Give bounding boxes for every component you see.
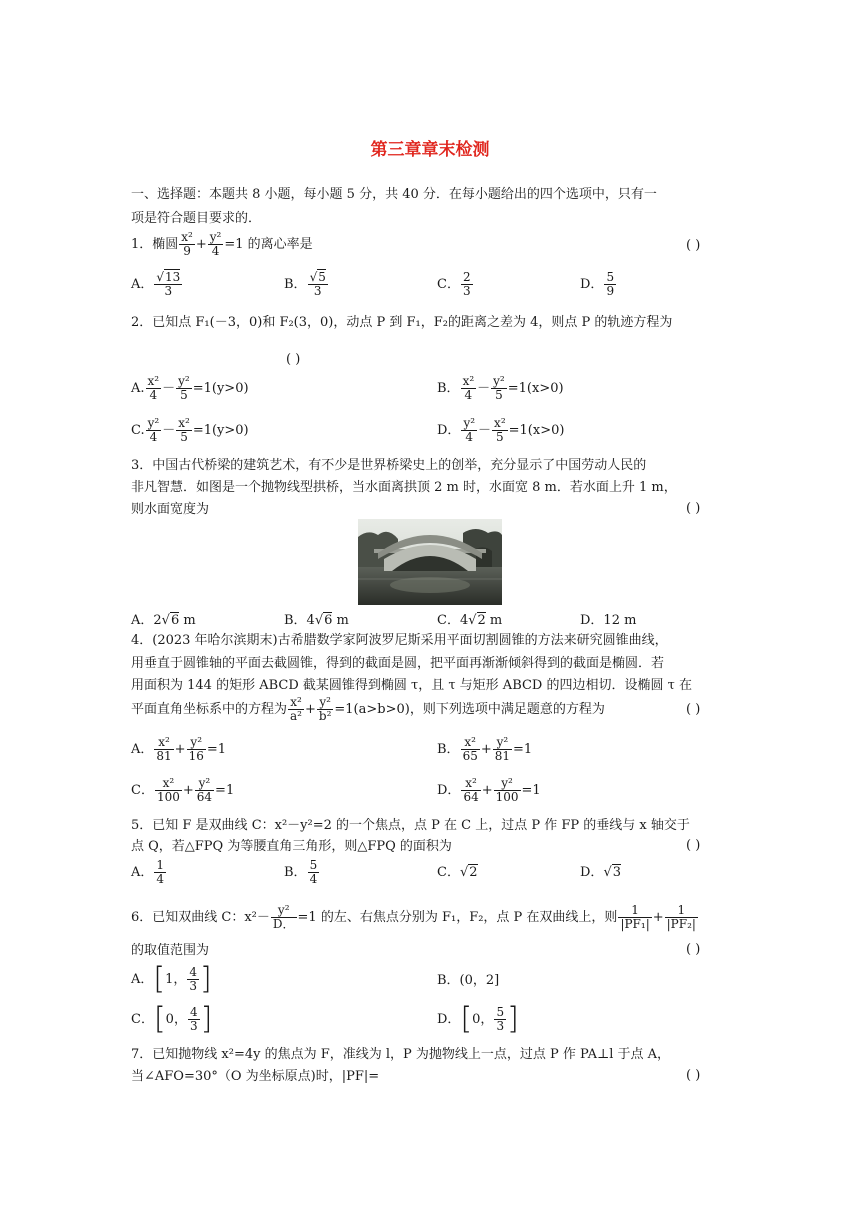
q2-option-d: D． $\frac{\text{y²}}{4}$ － $\frac{\text{x²}}{5}$ =1(x>0) bbox=[437, 416, 565, 444]
q6-option-d: D．[0， $\frac{5}{3}$ ] bbox=[437, 1001, 519, 1037]
q7-line1: 7．已知抛物线 x²=4y 的焦点为 F，准线为 l，P 为抛物线上一点，过点 P 作 PA⊥l 于点 A， bbox=[131, 1047, 671, 1062]
q6-option-c: C．[0， $\frac{4}{3}$ ] bbox=[131, 1001, 213, 1037]
q1-option-d: D． $\frac{5}{9}$ bbox=[580, 270, 615, 298]
q5-option-b: B． $\frac{5}{4}$ bbox=[284, 858, 318, 886]
q6-line1: 6．已知双曲线 C：x²－ $\frac{\text{y²}}{D.}$ =1 的左、右焦点分别为 F₁，F₂，点 P 在双曲线上，则 $\frac{1}{\text{|PF₁|}}$ + $\frac{1}{\text{|PF₂|}}$ bbox=[131, 903, 696, 931]
q3-option-b: B．4√6 m bbox=[284, 613, 349, 628]
q2-option-b: B． $\frac{\text{x²}}{4}$ － $\frac{\text{y²}}{5}$ =1(x>0) bbox=[437, 374, 564, 402]
q5-option-d: D．√3 bbox=[580, 865, 622, 880]
q4-line1: 4．(2023 年哈尔滨期末)古希腊数学家阿波罗尼斯采用平面切割圆锥的方法来研究圆锥曲线， bbox=[131, 633, 668, 648]
q1-prefix: 1．椭圆 bbox=[131, 237, 179, 252]
q4-option-a: A． $\frac{\text{x²}}{81}$ + $\frac{\text{y²}}{16}$ =1 bbox=[131, 735, 227, 763]
q1-frac-x: $\frac{\text{x²}}{9}$ bbox=[181, 230, 193, 258]
q5-option-c: C．√2 bbox=[437, 865, 478, 880]
q4-option-b: B． $\frac{\text{x²}}{65}$ + $\frac{\text{y²}}{81}$ =1 bbox=[437, 735, 533, 763]
q5-option-a: A． $\frac{1}{4}$ bbox=[131, 858, 165, 886]
answer-paren: ( ) bbox=[286, 352, 301, 367]
q3-line3: 则水面宽度为 bbox=[131, 502, 210, 517]
q6-line2: 的取值范围为 bbox=[131, 943, 210, 958]
answer-paren: ( ) bbox=[686, 501, 701, 516]
q4-option-d: D． $\frac{\text{x²}}{64}$ + $\frac{\text{y²}}{100}$ =1 bbox=[437, 776, 541, 804]
q6-option-a: A．[1， $\frac{4}{3}$ ] bbox=[131, 961, 212, 997]
q3-option-d: D．12 m bbox=[580, 613, 637, 628]
q7-line2: 当∠AFO=30°（O 为坐标原点)时，|PF|= bbox=[131, 1069, 380, 1084]
section-instructions-line2: 项是符合题目要求的． bbox=[131, 211, 262, 226]
q5-line2: 点 Q，若△FPQ 为等腰直角三角形，则△FPQ 的面积为 bbox=[131, 839, 452, 854]
section-instructions-line1: 一、选择题：本题共 8 小题，每小题 5 分，共 40 分．在每小题给出的四个选项中，只有一 bbox=[131, 187, 657, 202]
q3-line1: 3．中国古代桥梁的建筑艺术，有不少是世界桥梁史上的创举，充分显示了中国劳动人民的 bbox=[131, 458, 647, 473]
arch-bridge-photo bbox=[358, 519, 502, 605]
answer-paren: ( ) bbox=[686, 838, 701, 853]
q5-line1: 5．已知 F 是双曲线 C：x²－y²=2 的一个焦点，点 P 在 C 上，过点 P 作 FP 的垂线与 x 轴交于 bbox=[131, 818, 690, 833]
q4-line4: 平面直角坐标系中的方程为 $\frac{\text{x²}}{\text{a²}}$ + $\frac{\text{y²}}{\text{b²}}$ =1(a>b>0)，则下列选项中满足题意的方程为 bbox=[131, 695, 605, 723]
question-1-stem: 1．椭圆 $\frac{\text{x²}}{9}$ + $\frac{\text{y²}}{4}$ =1 的离心率是 bbox=[131, 230, 313, 258]
q4-option-c: C． $\frac{\text{x²}}{100}$ + $\frac{\text{y²}}{64}$ =1 bbox=[131, 776, 235, 804]
answer-paren: ( ) bbox=[686, 238, 701, 253]
q1-option-b: B． $\frac{√5}{3}$ bbox=[284, 270, 326, 298]
q3-option-c: C．4√2 m bbox=[437, 613, 503, 628]
q2-option-a: A. $\frac{\text{x²}}{4}$ － $\frac{\text{y²}}{5}$ =1(y>0) bbox=[131, 374, 249, 402]
q4-line2: 用垂直于圆锥轴的平面去截圆锥，得到的截面是圆，把平面再渐渐倾斜得到的截面是椭圆．若 bbox=[131, 656, 665, 671]
answer-paren: ( ) bbox=[686, 702, 701, 717]
q1-frac-y: $\frac{\text{y²}}{4}$ bbox=[209, 230, 222, 258]
q3-line2: 非凡智慧．如图是一个抛物线型拱桥，当水面离拱顶 2 m 时，水面宽 8 m．若水面上升 1 m， bbox=[131, 480, 677, 495]
page-title: 第三章章末检测 bbox=[370, 140, 490, 160]
q2-option-c: C. $\frac{\text{y²}}{4}$ － $\frac{\text{x²}}{5}$ =1(y>0) bbox=[131, 416, 249, 444]
q3-option-a: A．2√6 m bbox=[131, 613, 196, 628]
answer-paren: ( ) bbox=[686, 1068, 701, 1083]
q1-option-c: C． $\frac{2}{3}$ bbox=[437, 270, 471, 298]
q6-option-b: B．(0，2] bbox=[437, 973, 500, 988]
answer-paren: ( ) bbox=[686, 942, 701, 957]
q1-option-a: A． $\frac{√13}{3}$ bbox=[131, 270, 181, 298]
question-2-stem: 2．已知点 F₁(－3，0)和 F₂(3，0)，动点 P 到 F₁，F₂的距离之差为 4，则点 P 的轨迹方程为 bbox=[131, 315, 673, 330]
q4-line3: 用面积为 144 的矩形 ABCD 截某圆锥得到椭圆 τ，且 τ 与矩形 ABCD 的四边相切．设椭圆 τ 在 bbox=[131, 678, 692, 693]
